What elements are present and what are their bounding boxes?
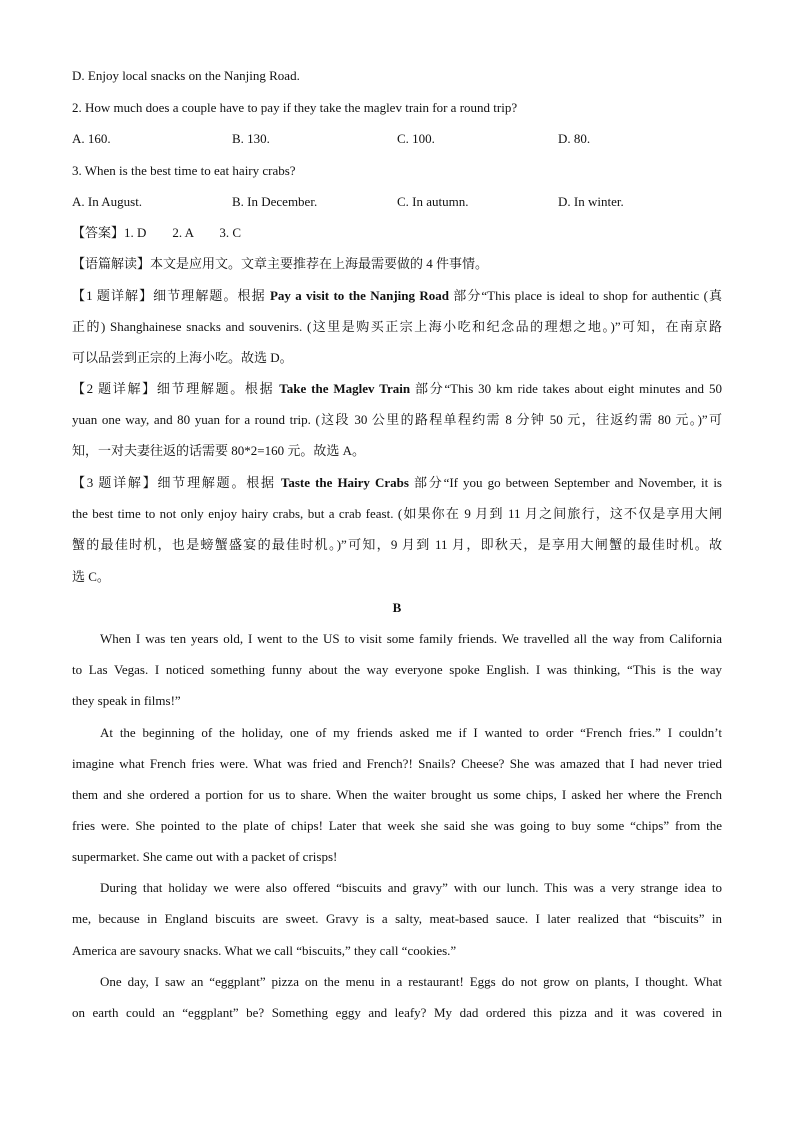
- detail-2-line-3: 知，一对夫妻往返的话需要 80*2=160 元。故选 A。: [72, 443, 365, 458]
- reading-guide: 【语篇解读】本文是应用文。文章主要推荐在上海最需要做的 4 件事情。: [72, 256, 489, 271]
- detail-2-section-name: Take the Maglev Train: [279, 381, 411, 396]
- passage-line: When I was ten years old, I went to the US to visit some family friends. We travelled all the way from California: [100, 631, 722, 646]
- detail-3-prefix: 【3 题详解】细节理解题。根据: [72, 475, 281, 490]
- question-3-option-a: A. In August.: [72, 194, 143, 209]
- passage-line: to Las Vegas. I noticed something funny about the way everyone spoke English. I was thinking, “This is the way: [72, 662, 722, 677]
- detail-1-line-1-rest: 部分“This place is ideal to shop for authentic (真: [448, 288, 722, 303]
- section-b-heading: B: [392, 600, 402, 615]
- passage-line: they speak in films!”: [72, 693, 181, 708]
- passage-line: America are savoury snacks. What we call “biscuits,” they call “cookies.”: [72, 943, 457, 958]
- detail-2-prefix: 【2 题详解】细节理解题。根据: [72, 381, 280, 396]
- detail-2-line-2: yuan one way, and 80 yuan for a round trip. (这段 30 公里的路程单程约需 8 分钟 50 元，往返约需 80 元。)”可: [72, 412, 722, 427]
- question-3-option-c: C. In autumn.: [397, 194, 469, 209]
- passage-line: During that holiday we were also offered “biscuits and gravy” with our lunch. This was a very strange idea to: [100, 880, 722, 895]
- detail-1-line-2: 正的) Shanghainese snacks and souvenirs. (这里是购买正宗上海小吃和纪念品的理想之地。)”可知，在南京路: [72, 319, 722, 334]
- passage-line: At the beginning of the holiday, one of my friends asked me if I wanted to order “French fries.” I couldn’t: [100, 725, 722, 740]
- detail-3-line-1-rest: 部分“If you go between September and November, it is: [408, 475, 722, 490]
- question-3-option-b: B. In December.: [232, 194, 318, 209]
- detail-3-line-2: the best time to not only enjoy hairy crabs, but a crab feast. (如果你在 9 月到 11 月之间旅行，这不仅是享用大闸: [72, 506, 722, 521]
- detail-3-line-1: [72, 475, 722, 491]
- question-2-option-a: A. 160.: [72, 131, 111, 146]
- detail-2-line-1-rest: 部分“This 30 km ride takes about eight minutes and 50: [410, 381, 722, 396]
- question-1-option-d: D. Enjoy local snacks on the Nanjing Road.: [72, 68, 300, 83]
- detail-3-line-3: 蟹的最佳时机，也是螃蟹盛宴的最佳时机。)”可知，9 月到 11 月，即秋天，是享用大闸蟹的最佳时机。故: [72, 537, 722, 552]
- passage-line: on earth could an “eggplant” be? Something eggy and leafy? My dad ordered this pizza and it was covered in: [72, 1005, 722, 1020]
- answer-key: 【答案】1. D 2. A 3. C: [72, 225, 242, 240]
- question-2-stem: 2. How much does a couple have to pay if they take the maglev train for a round trip?: [72, 100, 518, 115]
- passage-line: fries were. She pointed to the plate of chips! Later that week she said she was going to buy some “chips” from the: [72, 818, 722, 833]
- detail-1-section-name: Pay a visit to the Nanjing Road: [269, 288, 449, 303]
- passage-line: supermarket. She came out with a packet of crisps!: [72, 849, 338, 864]
- passage-line: me, because in England biscuits are sweet. Gravy is a salty, meat-based sauce. I later realized that “biscuits” in: [72, 911, 722, 926]
- passage-line: One day, I saw an “eggplant” pizza on the menu in a restaurant! Eggs do not grow on plants, I thought. What: [100, 974, 722, 989]
- detail-1-prefix: 【1 题详解】细节理解题。根据: [72, 288, 270, 303]
- question-3-option-d: D. In winter.: [558, 194, 624, 209]
- detail-3-section-name: Taste the Hairy Crabs: [280, 475, 409, 490]
- question-2-option-c: C. 100.: [397, 131, 435, 146]
- detail-1-line-3: 可以品尝到正宗的上海小吃。故选 D。: [72, 350, 293, 365]
- question-3-stem: 3. When is the best time to eat hairy crabs?: [72, 163, 296, 178]
- passage-line: them and she ordered a portion for us to share. When the waiter brought us some chips, I asked her where the French: [72, 787, 722, 802]
- detail-1-line-1: [72, 288, 722, 304]
- question-2-option-d: D. 80.: [558, 131, 591, 146]
- detail-3-line-4: 选 C。: [72, 569, 110, 584]
- passage-line: imagine what French fries were. What was fried and French?! Snails? Cheese? She was amazed that I had never tried: [72, 756, 722, 771]
- detail-2-line-1: [72, 381, 722, 397]
- question-2-option-b: B. 130.: [232, 131, 270, 146]
